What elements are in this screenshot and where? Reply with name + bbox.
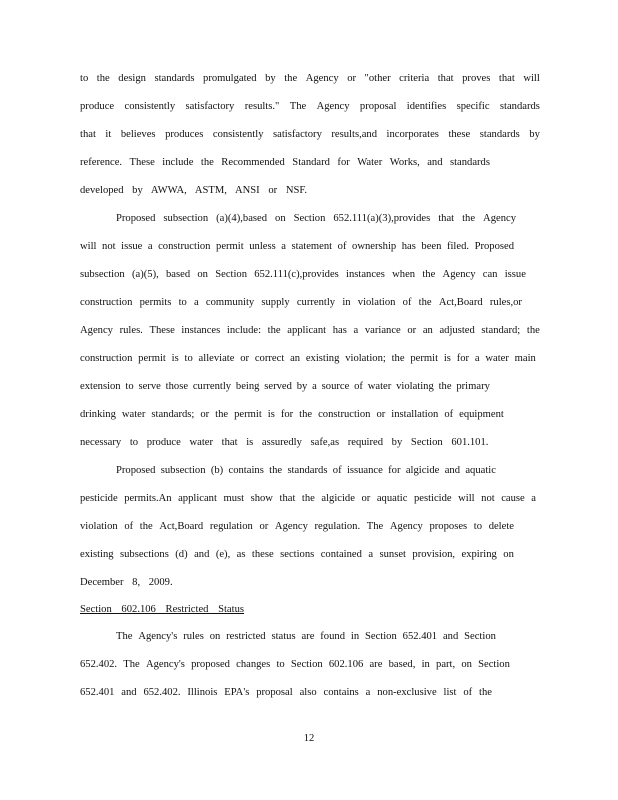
word: (d) [175,549,188,560]
word: consistently [212,129,264,140]
word: found [320,631,345,642]
word: filed. [446,241,470,252]
word: a [353,325,359,336]
word: installation [391,409,439,420]
word: the [284,73,298,84]
word: of [463,687,473,698]
word: identifies [406,101,447,112]
word: statement [291,241,333,252]
body-line [80,492,536,506]
word: adjusted [439,325,475,336]
word: Agency's [145,659,185,670]
word: will [80,241,97,252]
word: Agency [305,73,339,84]
word: not [481,493,495,504]
word: a [474,353,480,364]
word: The [289,101,307,112]
word: pesticide [413,493,452,504]
word: the [96,73,110,84]
word: water [485,353,509,364]
word: Section [478,659,510,670]
word: violation [357,297,396,308]
word: the [479,687,492,698]
word: on [209,631,221,642]
word: applicant [178,493,217,504]
word: in [421,659,430,670]
word: primary [456,381,490,392]
word: to [178,297,187,308]
word: or [240,353,250,364]
word: Agency's [138,631,178,642]
word: also [299,687,317,698]
word: standards [479,129,520,140]
word: and [442,631,459,642]
body-line [80,520,514,534]
word: list [443,687,457,698]
word: Standard [292,157,330,168]
word: These [129,157,155,168]
word: the [462,213,476,224]
word: ownership [352,241,397,252]
body-line [80,128,540,142]
word: design [118,73,146,84]
word: 602.106 [328,659,364,670]
word: 652.401 [80,687,115,698]
body-line [80,380,490,394]
word: (b) [210,465,224,476]
word: sections [280,549,315,560]
word: drinking [80,409,116,420]
word: in [350,631,360,642]
word: standards [287,465,328,476]
word: satisfactory [273,129,322,140]
word: to [473,521,483,532]
body-line [80,72,540,86]
word: standards [449,157,490,168]
word: issue [504,269,526,280]
word: and [121,687,137,698]
word: or [407,325,417,336]
word: proves [462,73,491,84]
word: status [271,631,296,642]
word: construction [158,241,211,252]
word: standards [499,101,540,112]
word: expiring [461,549,497,560]
word: Proposed [474,241,514,252]
word: permit [234,409,262,420]
word: to [80,73,89,84]
word: the [267,325,281,336]
word: algicide [321,493,355,504]
word: or [200,409,210,420]
word: 652.111(c),provides [254,269,339,280]
word: that [498,73,515,84]
word: of [444,409,454,420]
word: the [438,381,452,392]
word: issue [121,241,143,252]
word: by [265,73,276,84]
word: for [456,353,470,364]
word: rules. [119,325,143,336]
word: will [458,493,475,504]
word: or [347,73,357,84]
word: Recommended [221,157,285,168]
word: The [123,659,140,670]
word: to [276,659,285,670]
word: for [337,157,350,168]
word: are [301,631,315,642]
word: construction [80,353,133,364]
word: a [147,241,153,252]
word: contained [320,549,362,560]
word: is [267,409,275,420]
word: proposal [256,687,293,698]
word: (e), [215,549,231,560]
word: unless [249,241,276,252]
word: results." [244,101,280,112]
word: of [332,465,342,476]
word: subsection [163,213,209,224]
word: The [366,521,384,532]
word: a [368,549,374,560]
word: is [443,353,451,364]
word: promulgated [203,73,257,84]
word: include [162,157,194,168]
word: the [200,157,214,168]
word: and [444,465,460,476]
word: it [105,129,112,140]
word: the [299,409,313,420]
word: sunset [379,549,406,560]
word: part, [436,659,456,670]
section-heading: Section 602.106 Restricted Status [80,604,245,615]
body-line [80,324,540,338]
word: extension [80,381,121,392]
word: these [448,129,471,140]
word: has [332,325,347,336]
word: regulation [209,521,253,532]
body-line [80,268,526,282]
word: to [125,381,134,392]
word: and [427,157,443,168]
word: not [102,241,116,252]
word: rules,or [489,297,522,308]
word: must [223,493,245,504]
word: show [250,493,273,504]
word: Agency [389,521,423,532]
word: the [391,353,405,364]
word: violating [396,381,434,392]
word: criteria [399,73,430,84]
word: based, [388,659,416,670]
word: alleviate [198,353,235,364]
word: "other [364,73,391,84]
word: contains [228,465,264,476]
word: violation; [345,353,386,364]
word: (a)(4),based [216,213,268,224]
word: restricted [226,631,266,642]
word: consistently [124,101,176,112]
word: of [402,297,412,308]
word: water [121,409,146,420]
word: subsections [119,549,169,560]
word: a [281,241,286,252]
word: Agency [274,521,308,532]
word: Water [357,157,383,168]
word: permit [138,353,166,364]
word: construction [80,297,133,308]
word: standards; [151,409,195,420]
word: incorporates [386,129,439,140]
word: Agency [80,325,113,336]
word: a [531,493,536,504]
word: the [301,493,315,504]
word: specific [456,101,490,112]
word: 652.402. [80,659,118,670]
word: subsection [80,269,125,280]
word: that [279,493,296,504]
word: supply [261,297,290,308]
word: that [437,73,454,84]
word: pesticide [80,493,118,504]
word: of [124,521,134,532]
word: or [376,409,386,420]
word: permits.An [124,493,172,504]
word: Section [293,213,326,224]
word: (a)(5), [131,269,159,280]
word: delete [488,521,514,532]
word: These [149,325,175,336]
word: the [269,465,283,476]
word: Act,Board [159,521,204,532]
word: regulation. [314,521,361,532]
word: main [514,353,536,364]
word: 652.402. [143,687,181,698]
word: by [296,381,308,392]
word: water [367,381,392,392]
word: correct [254,353,285,364]
word: rules [183,631,204,642]
word: proposes [429,521,468,532]
word: EPA's [224,687,250,698]
word: or [361,493,371,504]
word: proposed [191,659,230,670]
word: Agency [483,213,516,224]
word: Section [365,631,397,642]
body-line [80,156,490,170]
body-line: necessary to produce water that is assuredly safe,as required by Section 601.101. [80,437,489,448]
word: instances [181,325,221,336]
word: an [290,353,301,364]
body-line [116,212,516,226]
word: satisfactory [185,101,235,112]
body-line [80,408,504,422]
word: has [401,241,416,252]
word: Illinois [187,687,218,698]
word: subsection [160,465,206,476]
word: of [354,381,363,392]
word: for [280,409,294,420]
word: Works, [389,157,420,168]
body-line [80,240,514,254]
word: these [251,549,274,560]
body-line [116,464,496,478]
word: 652.401 [402,631,438,642]
word: cause [501,493,525,504]
word: Section [464,631,496,642]
word: that [438,213,455,224]
word: served [264,381,292,392]
word: a [312,381,317,392]
word: on [197,269,208,280]
word: on [503,549,514,560]
word: standard; [481,325,521,336]
word: the [215,409,229,420]
word: equipment [459,409,504,420]
word: proposal [359,101,397,112]
word: Act,Board [438,297,483,308]
word: the [418,297,432,308]
word: contains [323,687,359,698]
word: the [422,269,436,280]
word: aquatic [465,465,496,476]
word: issuance [346,465,383,476]
body-line [80,686,492,700]
word: Section [290,659,323,670]
word: of [337,241,347,252]
word: being [235,381,260,392]
word: include: [226,325,262,336]
word: believes [120,129,156,140]
word: existing [305,353,340,364]
word: the [139,521,153,532]
word: source [321,381,350,392]
word: reference. [80,157,123,168]
word: changes [236,659,271,670]
word: Proposed [116,465,156,476]
word: on [275,213,286,224]
word: permit [216,241,244,252]
body-line: December 8, 2009. [80,577,173,588]
word: produce [80,101,115,112]
word: Section [215,269,247,280]
word: can [482,269,498,280]
word: that [80,129,96,140]
word: existing [80,549,114,560]
word: permits [139,297,172,308]
body-line [116,630,496,644]
word: and [194,549,210,560]
body-line [80,100,540,114]
body-line [80,658,510,672]
word: currently [296,297,336,308]
word: is [171,353,179,364]
word: a [365,687,371,698]
word: those [165,381,189,392]
page-number: 12 [303,733,315,744]
body-line [80,352,536,366]
word: construction [318,409,371,420]
word: provision, [412,549,456,560]
word: based [166,269,191,280]
word: variance [364,325,401,336]
word: when [392,269,416,280]
body-line [80,296,522,310]
word: produces [165,129,204,140]
word: community [205,297,255,308]
word: applicant [287,325,327,336]
word: for [388,465,401,476]
word: by [529,129,540,140]
word: or [259,521,269,532]
word: Agency [442,269,476,280]
body-line: developed by AWWA, ASTM, ANSI or NSF. [80,185,308,196]
word: the [526,325,540,336]
word: will [523,73,540,84]
word: results,and [331,129,378,140]
word: on [461,659,472,670]
word: non-exclusive [377,687,437,698]
word: to [184,353,193,364]
word: Agency [316,101,350,112]
word: The [116,631,133,642]
word: in [342,297,351,308]
word: Proposed [116,213,156,224]
word: instances [346,269,385,280]
word: serve [138,381,161,392]
word: algicide [405,465,440,476]
word: 652.111(a)(3),provides [333,213,431,224]
word: aquatic [376,493,408,504]
word: violation [80,521,118,532]
word: currently [192,381,232,392]
word: standards [154,73,195,84]
word: are [369,659,383,670]
word: been [421,241,442,252]
body-line [80,548,514,562]
word: a [194,297,199,308]
word: permit [410,353,439,364]
word: as [236,549,246,560]
word: an [422,325,433,336]
